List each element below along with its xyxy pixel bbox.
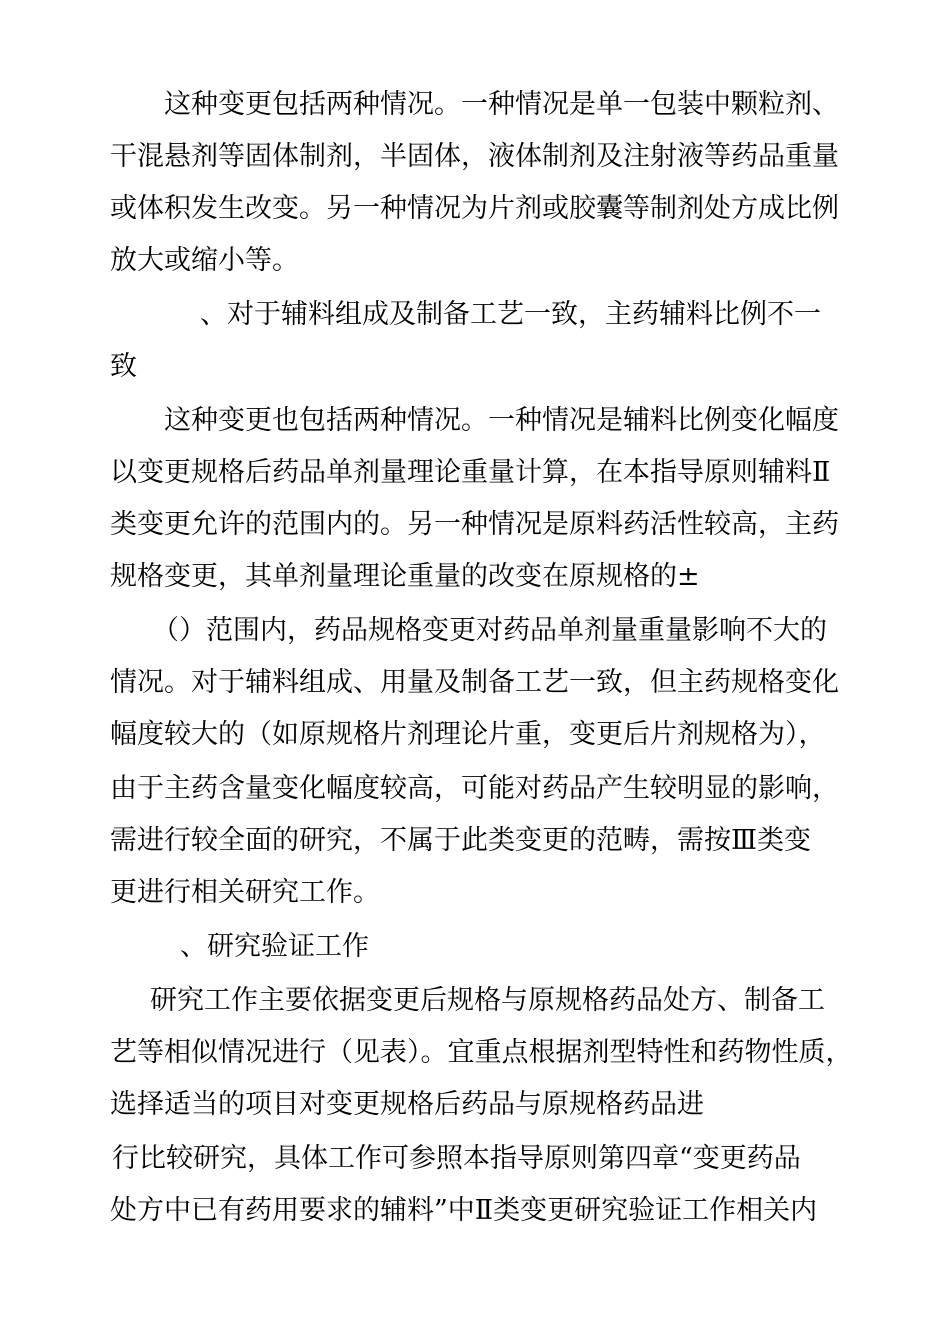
paragraph-3-line-3: 幅度较大的（如原规格片剂理论片重，变更后片剂规格为）， bbox=[110, 719, 826, 750]
section-heading-research: 、研究验证工作 bbox=[180, 931, 369, 962]
paragraph-3-line-5: 需进行较全面的研究，不属于此类变更的范畴，需按Ⅲ类变 bbox=[110, 825, 812, 856]
paragraph-1-line-3: 或体积发生改变。另一种情况为片剂或胶囊等制剂处方成比例 bbox=[110, 193, 839, 224]
paragraph-3-line-6: 更进行相关研究工作。 bbox=[110, 877, 380, 908]
paragraph-4-line-1: 研究工作主要依据变更后规格与原规格药品处方、制备工 bbox=[150, 985, 825, 1016]
paragraph-2-line-3: 类变更允许的范围内的。另一种情况是原料药活性较高，主药 bbox=[110, 509, 839, 540]
section-heading-line-2: 致 bbox=[110, 351, 137, 382]
paragraph-1-line-2: 干混悬剂等固体制剂，半固体，液体制剂及注射液等药品重量 bbox=[110, 141, 839, 172]
paragraph-1-line-4: 放大或缩小等。 bbox=[110, 245, 299, 276]
paragraph-4-line-2: 艺等相似情况进行（见表）。宜重点根据剂型特性和药物性质， bbox=[110, 1037, 853, 1068]
paragraph-2-line-2: 以变更规格后药品单剂量理论重量计算，在本指导原则辅料Ⅱ bbox=[110, 457, 831, 488]
paragraph-5-line-2: 处方中已有药用要求的辅料”中Ⅱ类变更研究验证工作相关内 bbox=[110, 1195, 818, 1226]
paragraph-1-line-1: 这种变更包括两种情况。一种情况是单一包装中颗粒剂、 bbox=[164, 89, 839, 120]
paragraph-3-line-4: 由于主药含量变化幅度较高，可能对药品产生较明显的影响， bbox=[110, 773, 839, 804]
paragraph-3-line-2: 情况。对于辅料组成、用量及制备工艺一致，但主药规格变化 bbox=[110, 667, 839, 698]
paragraph-2-line-4: 规格变更，其单剂量理论重量的改变在原规格的± bbox=[110, 561, 700, 592]
paragraph-4-line-3: 选择适当的项目对变更规格后药品与原规格药品进 bbox=[110, 1089, 704, 1120]
paragraph-3-line-1: （）范围内，药品规格变更对药品单剂量重量影响不大的 bbox=[152, 615, 827, 646]
paragraph-5-line-1: 行比较研究，具体工作可参照本指导原则第四章“变更药品 bbox=[112, 1143, 801, 1174]
paragraph-2-line-1: 这种变更也包括两种情况。一种情况是辅料比例变化幅度 bbox=[164, 405, 839, 436]
section-heading-line-1: 、对于辅料组成及制备工艺一致，主药辅料比例不一 bbox=[200, 299, 821, 330]
